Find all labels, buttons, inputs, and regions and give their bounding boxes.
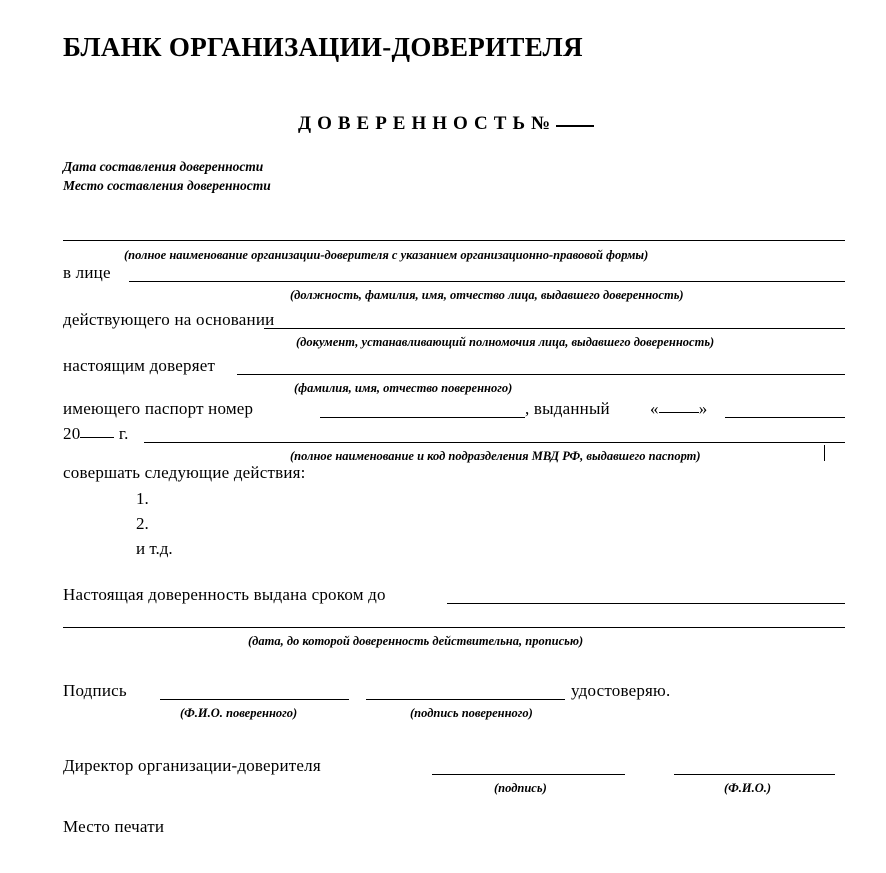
organization-name-hint: (полное наименование организации-доверителя с указанием организационно-правовой формы) bbox=[124, 248, 649, 262]
passport-year-group bbox=[63, 424, 129, 444]
validity-blank-line-1[interactable] bbox=[447, 603, 845, 604]
attorney-name-blank[interactable] bbox=[160, 699, 349, 700]
passport-authority-blank[interactable] bbox=[144, 442, 845, 443]
heading-text: ДОВЕРЕННОСТЬ bbox=[298, 113, 531, 134]
signature-label: Подпись bbox=[63, 681, 127, 700]
action-item-1[interactable]: 1. bbox=[136, 489, 149, 508]
validity-blank-line-2[interactable] bbox=[63, 627, 845, 628]
director-label: Директор организации-доверителя bbox=[63, 756, 321, 775]
entrusts-hint: (фамилия, имя, отчество поверенного) bbox=[294, 381, 513, 395]
director-signature-hint: (подпись) bbox=[494, 781, 547, 795]
in-person-hint: (должность, фамилия, имя, отчество лица, выдавшего доверенность) bbox=[290, 288, 684, 302]
passport-issued-label: , выданный bbox=[525, 399, 610, 418]
year-suffix: г. bbox=[118, 424, 129, 443]
quote-open: « bbox=[650, 399, 659, 418]
place-of-issue-label: Место составления доверенности bbox=[63, 178, 271, 193]
number-sign: № bbox=[531, 113, 553, 134]
passport-authority-hint: (полное наименование и код подразделения МВД РФ, выдавшего паспорт) bbox=[290, 449, 701, 463]
text-caret bbox=[824, 445, 825, 461]
in-person-label: в лице bbox=[63, 263, 111, 282]
acting-basis-hint: (документ, устанавливающий полномочия лица, выдавшего доверенность) bbox=[296, 335, 715, 349]
entrusts-label: настоящим доверяет bbox=[63, 356, 216, 375]
certify-label: удостоверяю. bbox=[571, 681, 671, 700]
passport-day-group bbox=[650, 399, 707, 419]
acting-basis-blank[interactable] bbox=[264, 328, 845, 329]
organization-name-blank[interactable] bbox=[63, 240, 845, 241]
passport-number-label: имеющего паспорт номер bbox=[63, 399, 254, 418]
action-item-2[interactable]: 2. bbox=[136, 514, 149, 533]
passport-month-blank[interactable] bbox=[725, 417, 845, 418]
letterhead-title: БЛАНК ОРГАНИЗАЦИИ-ДОВЕРИТЕЛЯ bbox=[63, 32, 583, 62]
actions-label: совершать следующие действия: bbox=[63, 463, 306, 482]
quote-close: » bbox=[698, 399, 708, 418]
attorney-signature-blank[interactable] bbox=[366, 699, 565, 700]
validity-hint: (дата, до которой доверенность действительна, прописью) bbox=[248, 634, 584, 648]
director-name-hint: (Ф.И.О.) bbox=[724, 781, 772, 795]
doc-number-blank[interactable] bbox=[556, 125, 594, 127]
stamp-place-label: Место печати bbox=[63, 817, 165, 836]
entrusts-blank[interactable] bbox=[237, 374, 845, 375]
validity-label: Настоящая доверенность выдана сроком до bbox=[63, 585, 386, 604]
date-of-issue-label: Дата составления доверенности bbox=[63, 159, 264, 174]
year-prefix: 20 bbox=[63, 424, 81, 443]
attorney-name-hint: (Ф.И.О. поверенного) bbox=[180, 706, 298, 720]
director-signature-blank[interactable] bbox=[432, 774, 625, 775]
passport-day-blank[interactable] bbox=[659, 412, 699, 413]
acting-basis-label: действующего на основании bbox=[63, 310, 275, 329]
passport-year-blank[interactable] bbox=[80, 437, 114, 438]
attorney-signature-hint: (подпись поверенного) bbox=[410, 706, 533, 720]
in-person-blank[interactable] bbox=[129, 281, 845, 282]
director-name-blank[interactable] bbox=[674, 774, 835, 775]
action-item-etc: и т.д. bbox=[136, 539, 173, 558]
passport-number-blank[interactable] bbox=[320, 417, 525, 418]
document-heading bbox=[298, 113, 594, 135]
